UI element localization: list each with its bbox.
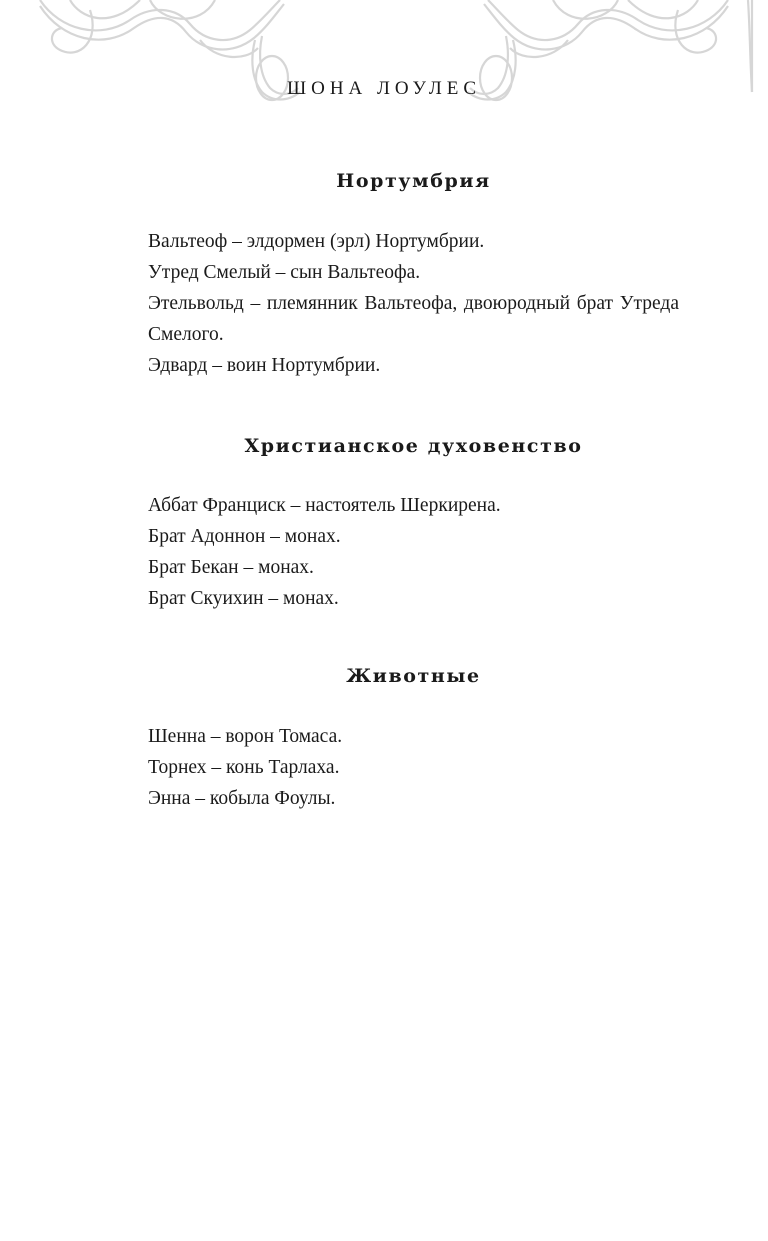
list-item: Энна – кобыла Фоулы. xyxy=(148,788,336,809)
list-item: Торнех – конь Тарлаха. xyxy=(148,757,340,778)
list-item: Этельвольд – племянник Вальтеофа, двоюродный брат Утреда Смелого. xyxy=(148,293,679,345)
section-animals xyxy=(148,659,679,814)
list-item: Вальтеоф – элдормен (эрл) Нортумбрии. xyxy=(148,231,485,252)
list-item: Аббат Франциск – настоятель Шеркирена. xyxy=(148,495,501,516)
section-clergy xyxy=(148,429,679,614)
list-item: Брат Скуихин – монах. xyxy=(148,588,339,609)
entry-list xyxy=(148,490,679,614)
character-list xyxy=(148,164,679,814)
list-item: Утред Смелый – сын Вальтеофа. xyxy=(148,262,421,283)
running-head-author: ШОНА ЛОУЛЕС xyxy=(286,78,482,99)
section-heading: Животные xyxy=(346,665,481,687)
list-item: Шенна – ворон Томаса. xyxy=(148,726,343,747)
entry-list xyxy=(148,226,679,381)
list-item: Эдвард – воин Нортумбрии. xyxy=(148,355,381,376)
section-northumbria xyxy=(148,164,679,381)
entry-list xyxy=(148,721,679,814)
list-item: Брат Бекан – монах. xyxy=(148,557,314,578)
list-item: Брат Адоннон – монах. xyxy=(148,526,341,547)
section-heading: Христианское духовенство xyxy=(244,435,583,457)
section-heading: Нортумбрия xyxy=(336,170,491,192)
